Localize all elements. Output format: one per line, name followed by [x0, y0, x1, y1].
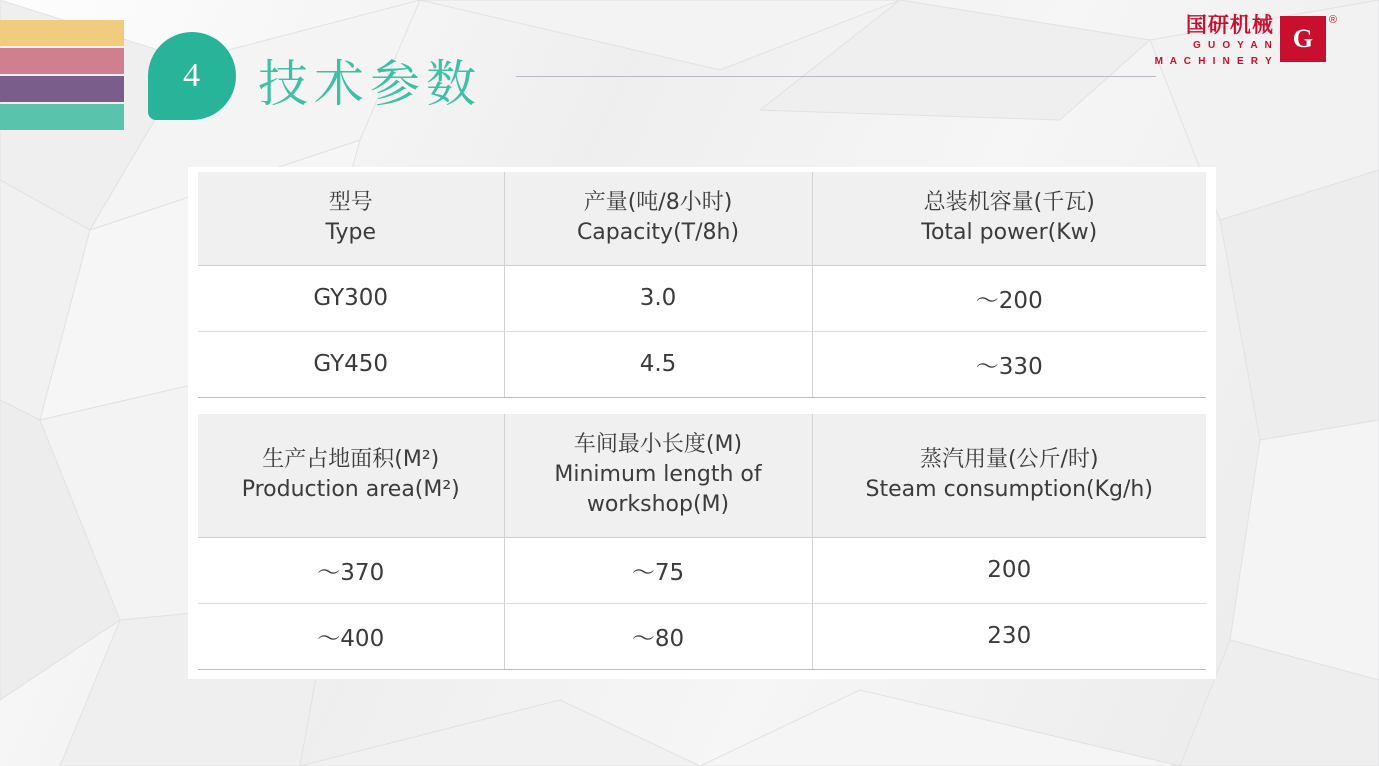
section-number: 4 [183, 57, 201, 94]
table-row [198, 265, 1206, 331]
header-en: Total power(Kw) [921, 220, 1098, 246]
cell-workshop-length: ～75 [504, 537, 812, 603]
cell-capacity: 4.5 [504, 331, 812, 397]
cell-capacity: 3.0 [504, 265, 812, 331]
table-row [198, 537, 1206, 603]
header-en: Minimum length of workshop(M) [554, 462, 762, 518]
header-cn: 蒸汽用量(公斤/时) [919, 446, 1099, 472]
cell-steam-consumption: 230 [812, 603, 1206, 669]
logo-mark-letter: G [1292, 24, 1313, 53]
table-header-row-bottom [198, 414, 1206, 538]
logo-mark-icon [1280, 16, 1326, 62]
decor-color-bars [0, 20, 124, 130]
logo-name-cn: 国研机械 [1185, 13, 1274, 37]
header-cell-workshop-length [504, 414, 812, 538]
company-logo [1155, 14, 1337, 67]
header-cn: 型号 [328, 190, 373, 215]
title-divider [516, 76, 1156, 77]
header-cell-production-area [198, 414, 504, 538]
header-cell-steam-consumption [812, 414, 1206, 538]
logo-text [1155, 14, 1274, 67]
cell-steam-consumption: 200 [812, 537, 1206, 603]
page-title: 技术参数 [258, 55, 482, 113]
logo-name-en: G U O Y A N [1193, 40, 1274, 52]
header-en: Capacity(T/8h) [576, 220, 740, 246]
header-en: Production area(M²) [241, 477, 460, 503]
header-cn: 总装机容量(千瓦) [923, 190, 1095, 215]
table-row [198, 603, 1206, 669]
logo-name-en2: M A C H I N E R Y [1154, 55, 1274, 67]
header-cell-type [198, 172, 504, 265]
cell-workshop-length: ～80 [504, 603, 812, 669]
table-row [198, 331, 1206, 397]
header-cell-capacity [504, 172, 812, 265]
section-number-badge [148, 32, 236, 120]
cell-type: GY300 [198, 265, 504, 331]
header-en: Steam consumption(Kg/h) [865, 477, 1153, 503]
header-cn: 生产占地面积(M²) [262, 446, 440, 472]
header-cell-total-power [812, 172, 1206, 265]
cell-production-area: ～400 [198, 603, 504, 669]
bar-pink [0, 48, 124, 74]
cell-production-area: ～370 [198, 537, 504, 603]
cell-type: GY450 [198, 331, 504, 397]
header-en: Type [325, 220, 377, 246]
specifications-table [198, 172, 1206, 670]
table-header-row-top [198, 172, 1206, 265]
table-section-gap [198, 397, 1206, 414]
header-cn: 产量(吨/8小时) [583, 190, 733, 215]
cell-total-power: ～330 [812, 331, 1206, 397]
bar-teal [0, 104, 124, 130]
header-cn: 车间最小长度(M) [573, 431, 743, 457]
spec-table-panel [188, 167, 1216, 679]
registered-trademark-icon: ® [1328, 14, 1337, 26]
bar-purple [0, 76, 124, 102]
cell-total-power: ～200 [812, 265, 1206, 331]
bar-yellow [0, 20, 124, 46]
